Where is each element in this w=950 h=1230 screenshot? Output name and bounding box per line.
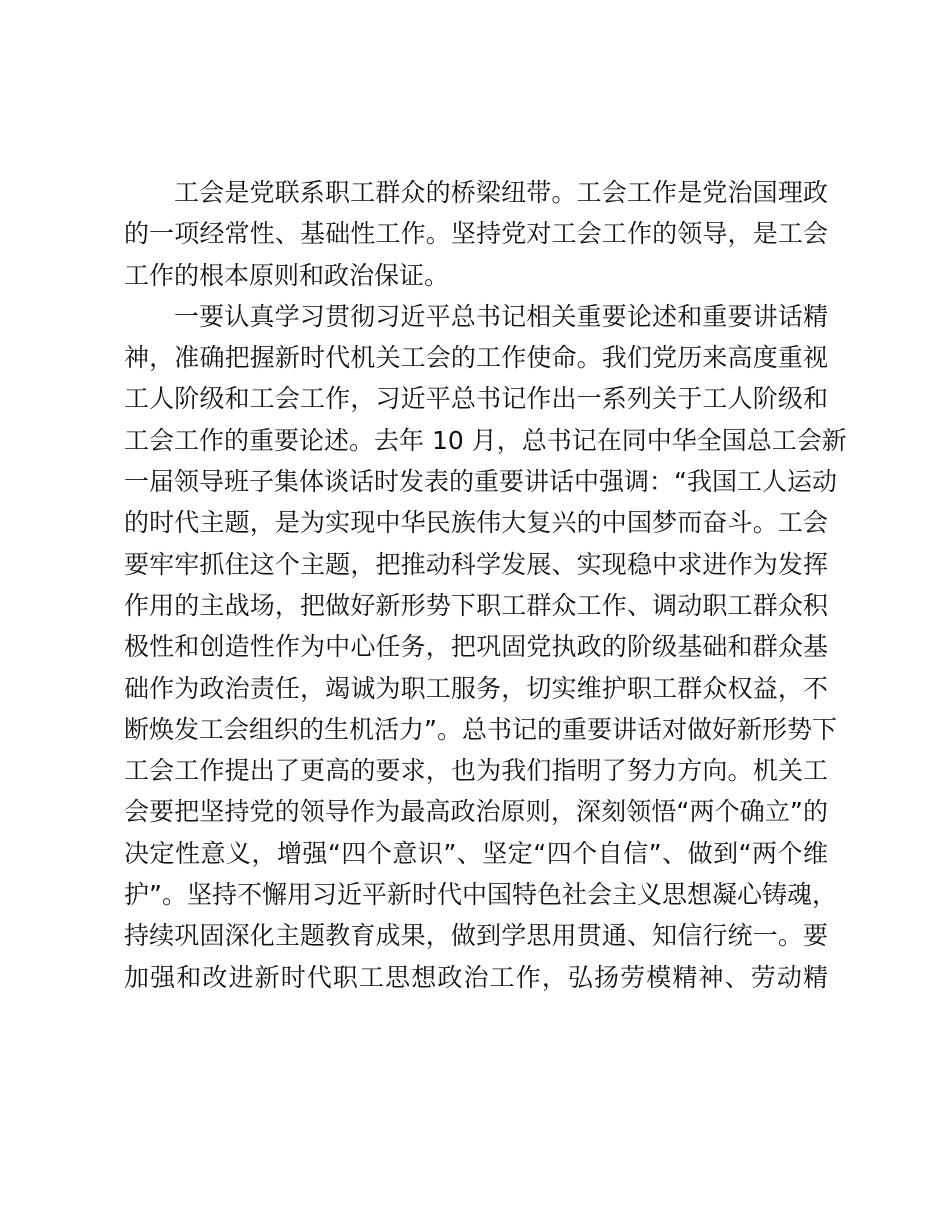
paragraph-line: 的一项经常性、基础性工作。坚持党对工会工作的领导，是工会	[124, 219, 828, 249]
paragraph-line: 护”。坚持不懈用习近平新时代中国特色社会主义思想凝心铸魂，	[124, 880, 837, 910]
paragraph-2	[124, 296, 847, 998]
paragraph-line: 础作为政治责任，竭诚为职工服务，切实维护职工群众权益，不	[124, 673, 828, 703]
paragraph-line: 极性和创造性作为中心任务，把巩固党执政的阶级基础和群众基	[124, 632, 828, 662]
paragraph-line: 作用的主战场，把做好新形势下职工群众工作、调动职工群众积	[124, 590, 828, 620]
paragraph-line: 要牢牢抓住这个主题，把推动科学发展、实现稳中求进作为发挥	[124, 549, 828, 579]
paragraph-line: 持续巩固深化主题教育成果，做到学思用贯通、知信行统一。要	[124, 921, 828, 951]
paragraph-line: 神，准确把握新时代机关工会的工作使命。我们党历来高度重视	[124, 343, 828, 373]
document-body	[124, 172, 847, 998]
paragraph-line: 的时代主题，是为实现中华民族伟大复兴的中国梦而奋斗。工会	[124, 508, 828, 538]
paragraph-1	[124, 172, 828, 296]
paragraph-line: 工会工作的重要论述。去年 10 月，总书记在同中华全国总工会新	[124, 425, 847, 455]
paragraph-line: 一要认真学习贯彻习近平总书记相关重要论述和重要讲话精	[174, 301, 828, 331]
paragraph-line: 工人阶级和工会工作，习近平总书记作出一系列关于工人阶级和	[124, 384, 828, 414]
paragraph-line: 一届领导班子集体谈话时发表的重要讲话中强调：“我国工人运动	[124, 467, 837, 497]
paragraph-line: 加强和改进新时代职工思想政治工作，弘扬劳模精神、劳动精	[124, 962, 828, 992]
paragraph-line: 工作的根本原则和政治保证。	[124, 260, 450, 290]
paragraph-line: 工会是党联系职工群众的桥梁纽带。工会工作是党治国理政	[174, 178, 828, 207]
paragraph-line: 工会工作提出了更高的要求，也为我们指明了努力方向。机关工	[124, 756, 828, 786]
paragraph-line: 决定性意义，增强“四个意识”、坚定“四个自信”、做到“两个维	[124, 838, 828, 868]
paragraph-line: 断焕发工会组织的生机活力”。总书记的重要讲话对做好新形势下	[124, 714, 837, 744]
paragraph-line: 会要把坚持党的领导作为最高政治原则，深刻领悟“两个确立”的	[124, 797, 828, 827]
